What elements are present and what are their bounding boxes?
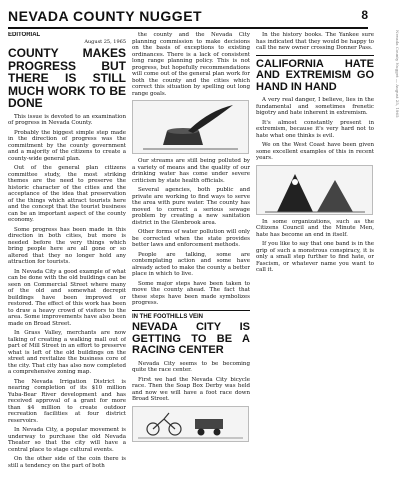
- race-cartoon-icon: [133, 407, 248, 441]
- headline-racing-center: NEVADA CITY IS GETTING TO BE A RACING CENTER: [132, 321, 250, 357]
- editorial-para: This issue is devoted to an examination of progress in Nevada County.: [8, 113, 126, 127]
- editorial-para: The Nevada Irrigation District is nearing completion of its $10 million Yuba-Bear River development and has received approval of a grant for more than $4 million to create outdoor recreation facilities at four district reservoirs.: [8, 378, 126, 424]
- editorial-continued-para: the county and the Nevada City planning commission to make decisions on the basis of exceptions to existing ordinances. There is a lack of consistent long range planning policy. This is not progress, but hopefully recommendations will come out of the general plan work for both the county and the cities which correct this situation by spelling out long range goals.: [132, 32, 250, 97]
- inkwell-icon: [133, 101, 248, 153]
- headline-county-progress: COUNTY MAKES PROGRESS BUT THERE IS STILL MUCH WORK TO BE DONE: [8, 46, 126, 111]
- masthead-rule: [8, 27, 368, 29]
- editorial-continued-para: Several agencies, both public and private are working to find ways to serve the area with pure water. The county has moved to correct a serious sewage problem by creating a new sanitation district in the Glenbrook area.: [132, 187, 250, 226]
- column-editorial: [8, 32, 126, 492]
- headline-california-hate: CALIFORNIA HATE AND EXTREMISM GO HAND IN HAND: [256, 57, 374, 93]
- section-label-editorial: EDITORIAL: [8, 32, 41, 38]
- illustration-inkwell-quill: [132, 100, 249, 154]
- editorial-continued-para: Some major steps have been taken to move the county ahead. The fact that these steps have been made symbolizes progress.: [132, 280, 250, 306]
- hate-article-para: We on the West Coast have been given some excellent examples of this in recent years.: [256, 142, 374, 162]
- hooded-figure-icon: [257, 166, 372, 214]
- hate-article-para: It's almost constantly present in extremism, because it's very hard not to hate what one thinks is evil.: [256, 119, 374, 139]
- editorial-para: In Nevada City, a popular movement is underway to purchase the old Nevada Theater so that the city will have a central place to stage cultural events.: [8, 427, 126, 453]
- illustration-race-cartoon: [132, 406, 249, 442]
- section-label-foothills: IN THE FOOTHILLS VEIN: [132, 313, 204, 320]
- editorial-continued-para: People are talking, some are contemplating action and some have already acted to make the county a better place in which to live.: [132, 251, 250, 277]
- hate-article-para: In some organizations, such as the Citizens Council and the Minute Men, hate has become an end in itself.: [256, 218, 374, 238]
- illustration-hooded-figure: [256, 165, 373, 215]
- racing-para: Nevada City seems to be becoming quite the race center.: [132, 360, 250, 374]
- racing-para: First we had the Nevada City bicycle race. Then the Soap Box Derby was held and now we will have a foot race down Broad Street.: [132, 376, 250, 403]
- editorial-para: Some progress has been made in this direction in both cities, but more is needed before the very things which bring people here are all gone or so altered that they no longer hold any attraction for tourists.: [8, 226, 126, 266]
- editorial-para: On the other side of the coin there is still a tendency on the part of both: [8, 456, 126, 469]
- editorial-para: Probably the biggest simple step made in the direction of progress was the commitment by the county government and a majority of the citizens to create a county-wide general plan.: [8, 129, 126, 162]
- editorial-continued-para: Other forms of water pollution will only be corrected when the state provides better laws and enforcement methods.: [132, 229, 250, 248]
- editorial-para: In Nevada City a good example of what can be done with the old buildings can be seen on Commercial Street where many of the old and somewhat decrepit buildings have been improved or restored. The effect of this work has been to draw a heavy crowd of visitors to the area. Some improvements have also been made on Broad Street.: [8, 268, 126, 327]
- editorial-para: In Grass Valley, merchants are now talking of creating a walking mall out of part of Mill Street in an effort to preserve what is left of the old buildings on the street and revitalize the business core of the city. That city has also now completed a comprehensive zoning map.: [8, 330, 126, 376]
- section-divider: [256, 55, 374, 56]
- hate-article-para: A very real danger, I believe, lies in the fundamental and sometimes frenetic bigotry and hate inherent in extremism.: [256, 97, 374, 117]
- column-right: [256, 32, 374, 492]
- masthead: [8, 8, 368, 26]
- article-date: August 25, 1965: [84, 38, 126, 45]
- page-number: 8: [361, 8, 368, 22]
- hate-article-para: If you like to say that one band is in the grip of such a monstrous conspiracy, it is only a small step further to find hate, or Fascism, or whatever name you want to call it.: [256, 241, 374, 274]
- section-divider: [132, 310, 250, 311]
- sidebar-vertical-text: Nevada County Nugget — August 25, 1965: [395, 30, 400, 118]
- column-middle: [132, 32, 250, 492]
- masthead-title: NEVADA COUNTY NUGGET: [8, 8, 203, 24]
- right-intro-para: In the history books. The Yankee sure has indicated that they would be happy to call the new owner crossing Donner Pass.: [256, 32, 374, 51]
- editorial-para: Out of the general plan citizens committee study, the most striking themes are the need to preserve the historic character of the cities and the acceptance of the idea that preservation of the things which attract tourists here and the concept that the tourist business can be an important aspect of the county economy.: [8, 165, 126, 224]
- editorial-continued-para: Our streams are still being polluted by a variety of means and the quality of our drinking water has come under severe criticism by state health officials.: [132, 158, 250, 184]
